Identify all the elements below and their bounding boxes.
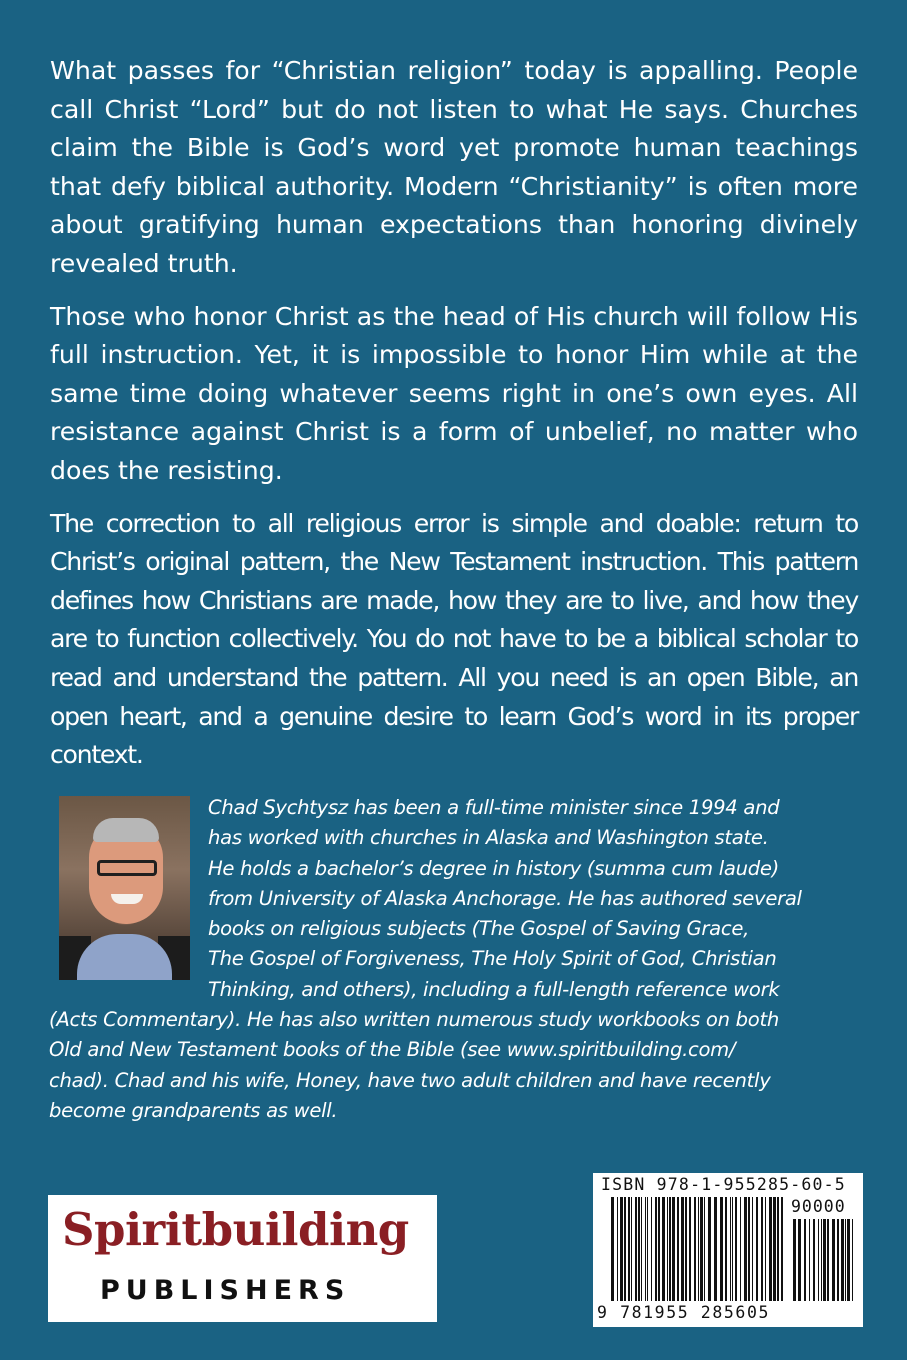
bio-line: (Acts Commentary). He has also written numerous study workbooks on both [49,1008,779,1032]
isbn-barcode [593,1173,863,1327]
bio-line: Chad Sychtysz has been a full-time minister since 1994 and [208,796,780,819]
blurb-paragraph-3: The correction to all religious error is simple and doable: return to Christ’s original pattern, the New Testament instruction. This pattern defines how Christians are made, how they are to live, and how they are to function collectively. You do not have to be a biblical scholar to read and understand the pattern. All you need is an open Bible, an open heart, and a genuine desire to learn God’s word in its proper context. [50,508,858,770]
barcode-addon-bars [793,1219,855,1301]
bio-line: Old and New Testament books of the Bible (see www.spiritbuilding.com/ [49,1038,736,1062]
barcode-addon-number: 90000 [791,1197,846,1216]
publisher-subtitle: PUBLISHERS [100,1275,351,1306]
barcode-digits: 9 781955 285605 [597,1303,771,1322]
author-bio [49,793,858,1126]
back-cover-blurb [50,52,858,789]
isbn-label: ISBN 978-1-955285-60-5 [601,1175,846,1194]
author-photo [59,796,190,980]
bio-line: chad). Chad and his wife, Honey, have two adult children and have recently [49,1068,771,1092]
publisher-logo [48,1195,437,1322]
bio-line: has worked with churches in Alaska and Washington state. [208,826,769,850]
publisher-name: Spiritbuilding [62,1203,409,1256]
bio-line: Thinking, and others), including a full-length reference work [208,977,780,1001]
bio-line: books on religious subjects (The Gospel of Saving Grace, [208,917,750,941]
barcode-bars [611,1197,787,1301]
bio-line: The Gospel of Forgiveness, The Holy Spirit of God, Christian [208,947,777,971]
bio-line: He holds a bachelor’s degree in history (summa cum laude) [208,856,779,880]
blurb-paragraph-1: What passes for “Christian religion” today is appalling. People call Christ “Lord” but do not listen to what He says. Churches claim the Bible is God’s word yet promote human teachings that defy biblical authority. Modern “Christianity” is often more about gratifying human expectations than honoring divinely revealed truth. [50,56,858,278]
blurb-paragraph-2: Those who honor Christ as the head of His church will follow His full instruction. Yet, it is impossible to honor Him while at the same time doing whatever seems right in one’s own eyes. All resistance against Christ is a form of unbelief, no matter who does the resisting. [50,301,858,485]
bio-line: become grandparents as well. [49,1098,338,1122]
bio-line: from University of Alaska Anchorage. He has authored several [208,886,802,910]
